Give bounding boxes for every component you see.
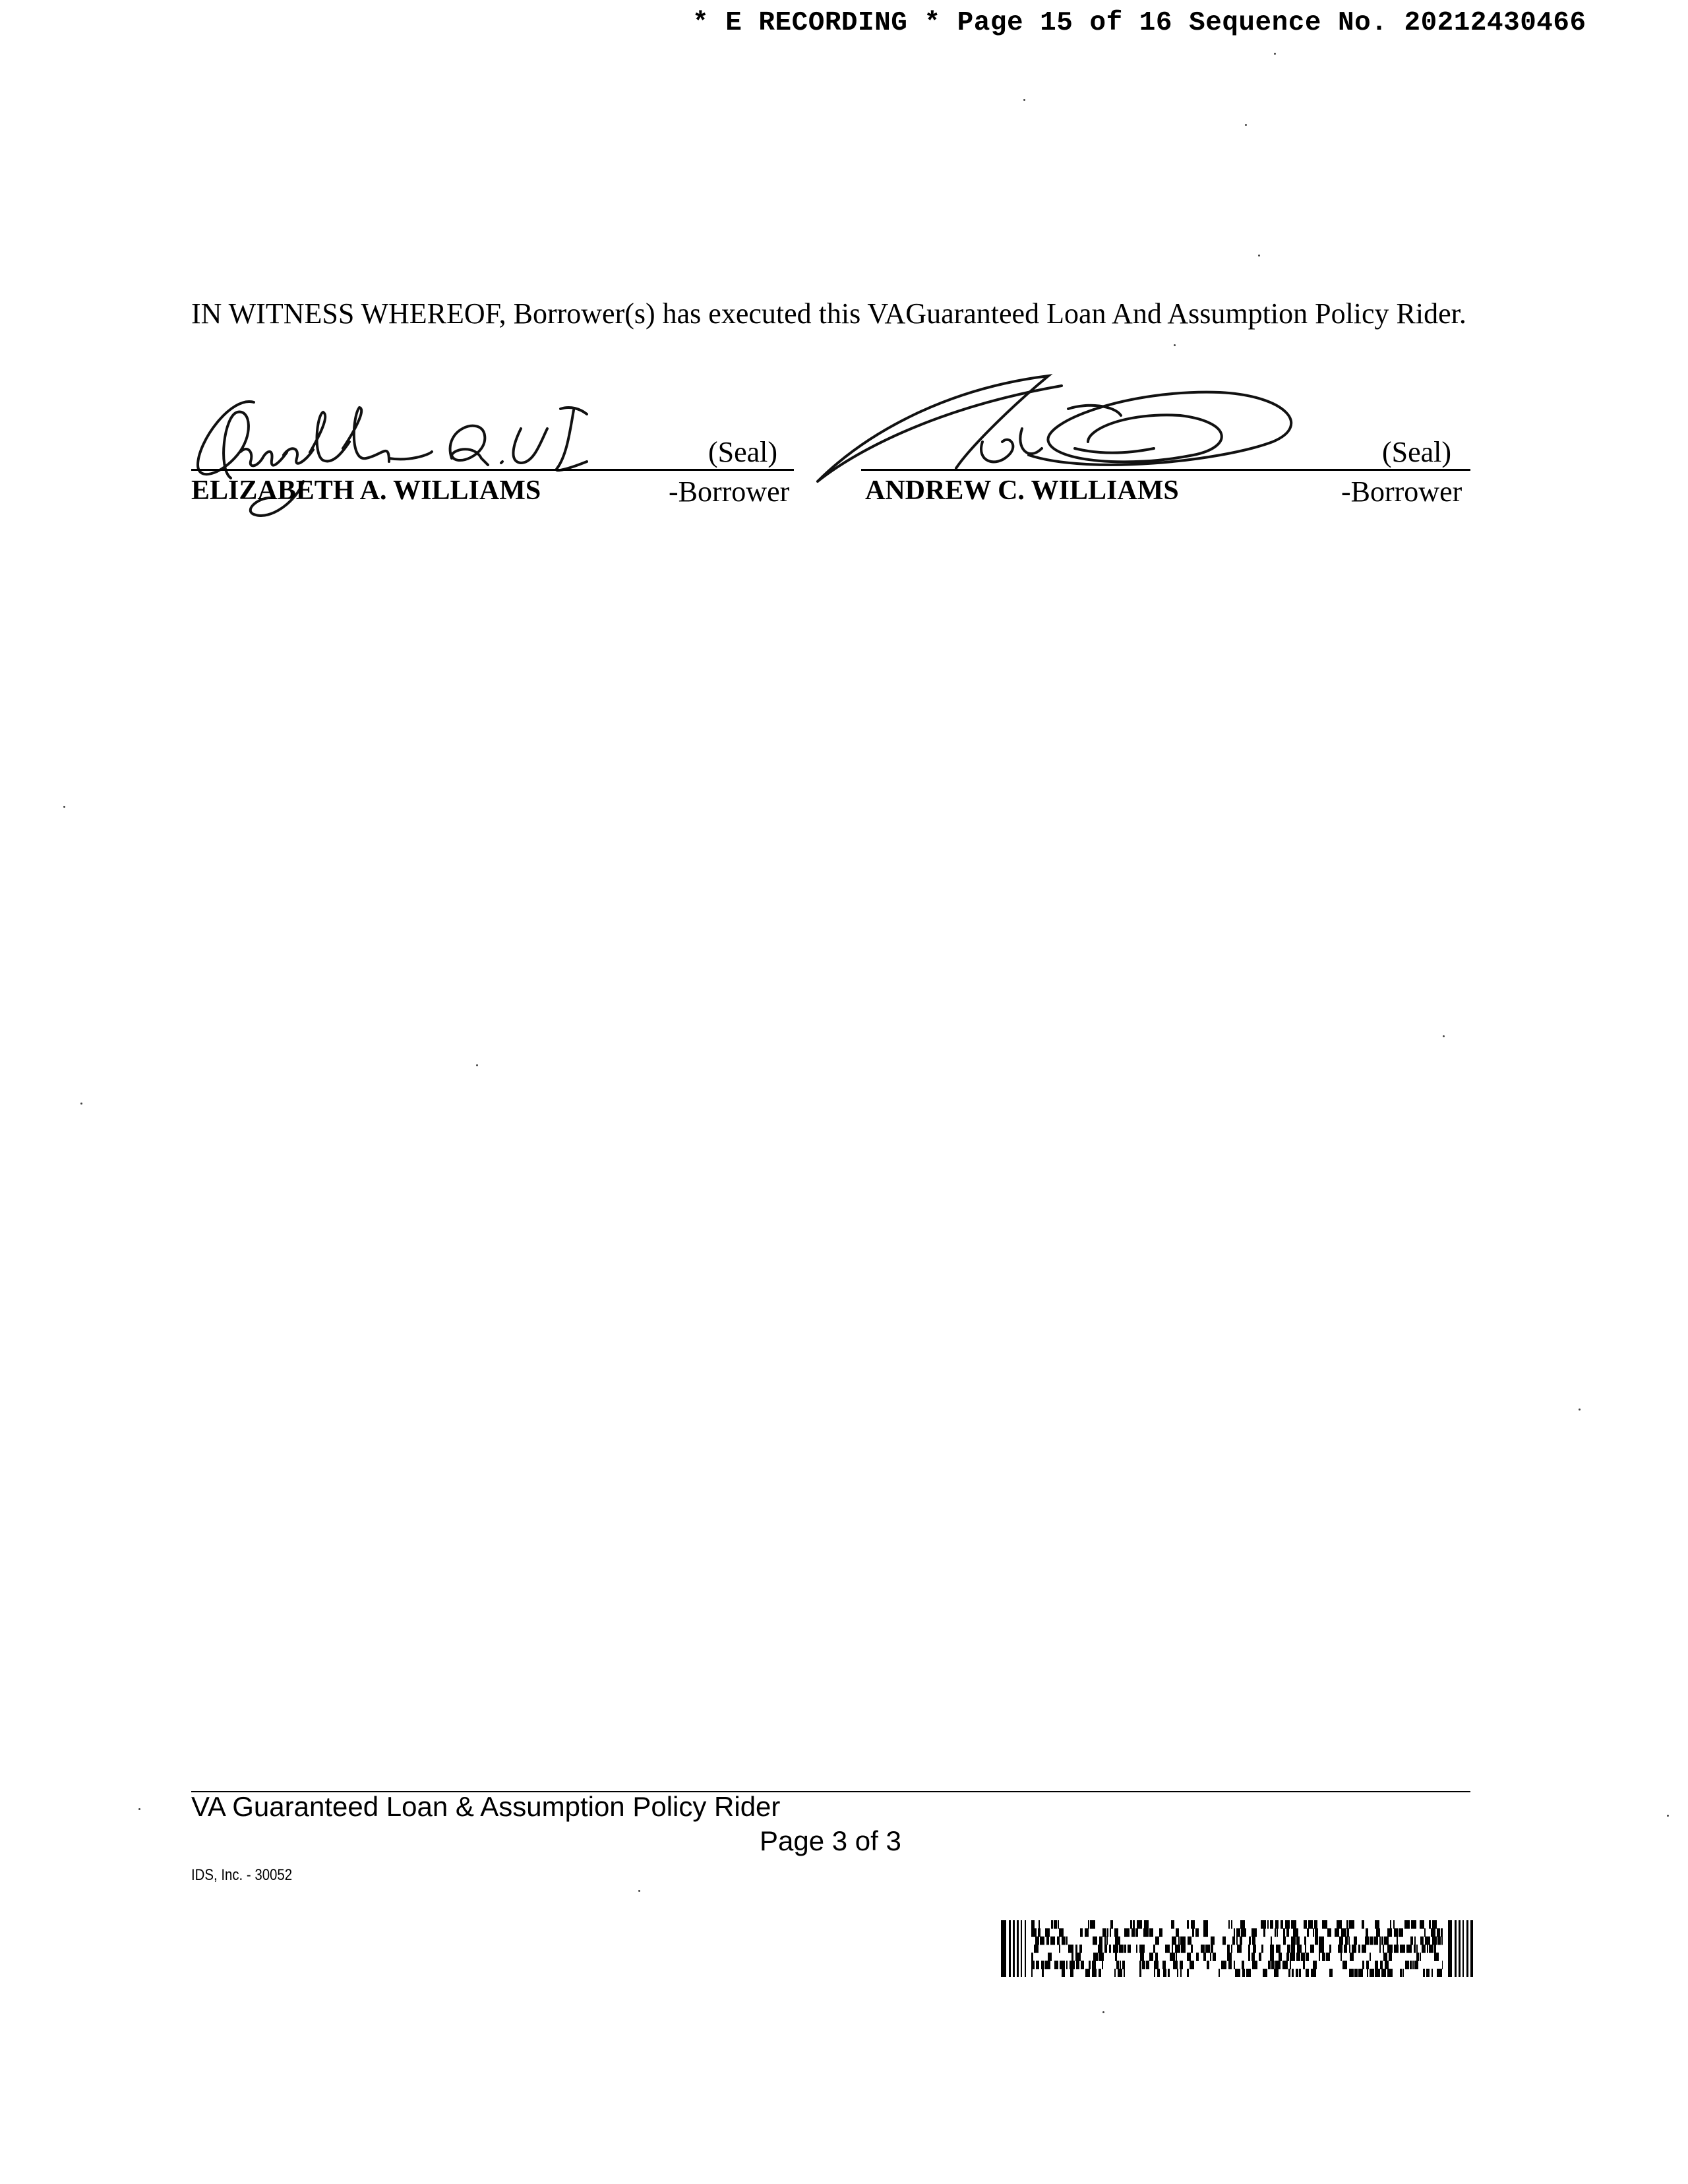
scan-speck — [1274, 53, 1276, 55]
recording-header: * E RECORDING * Page 15 of 16 Sequence No. 20212430466 — [692, 8, 1586, 38]
scan-speck — [1245, 124, 1247, 126]
seal-label-2: (Seal) — [1382, 436, 1452, 468]
scan-speck — [1443, 1035, 1445, 1037]
footer-form-id: IDS, Inc. - 30052 — [191, 1866, 293, 1884]
borrower-role-2: -Borrower — [1341, 475, 1462, 508]
scan-speck — [1102, 2011, 1104, 2013]
scan-speck — [1579, 1409, 1581, 1410]
borrower-name-1: ELIZABETH A. WILLIAMS — [191, 475, 541, 506]
scan-speck — [476, 1064, 478, 1066]
scan-speck — [1174, 344, 1176, 346]
scan-speck — [638, 1890, 640, 1892]
borrower-role-1: -Borrower — [669, 475, 790, 508]
witness-paragraph: IN WITNESS WHEREOF, Borrower(s) has executed this VAGuaranteed Loan And Assumption Policy Rider. — [191, 297, 1466, 330]
footer-form-title: VA Guaranteed Loan & Assumption Policy Rider — [191, 1791, 781, 1822]
scan-speck — [80, 1103, 82, 1105]
pdf417-barcode-icon — [1001, 1920, 1474, 1977]
scan-speck — [63, 806, 65, 808]
handwritten-signature-elizabeth — [191, 389, 613, 528]
scan-speck — [1667, 1815, 1669, 1817]
scan-speck — [138, 1808, 140, 1810]
scan-speck — [1258, 255, 1260, 257]
borrower-name-2: ANDREW C. WILLIAMS — [865, 475, 1179, 506]
scan-speck — [1023, 99, 1025, 101]
seal-label-1: (Seal) — [708, 436, 778, 468]
footer-page-number: Page 3 of 3 — [760, 1825, 901, 1856]
